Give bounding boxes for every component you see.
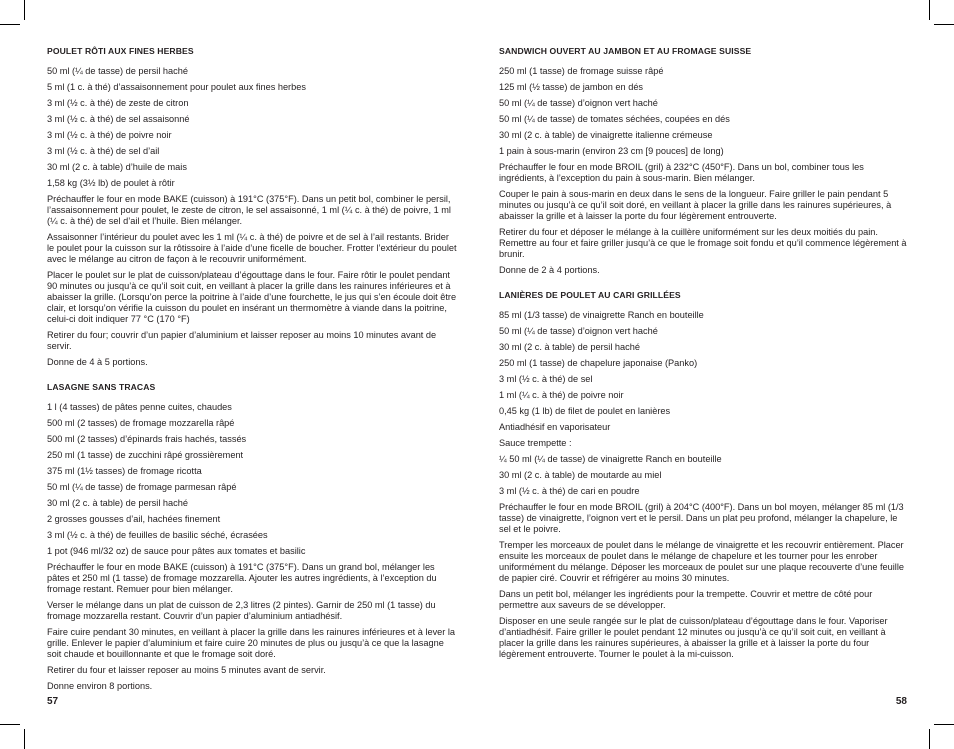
right-page xyxy=(477,0,954,749)
recipe-instruction: Préchauffer le four en mode BROIL (gril) à 204°C (400°F). Dans un bol moyen, mélanger 85 ml (1/3 tasse) de vinaigrette, l’oignon vert et le persil. Dans un plat peu profond, mélanger la chapelure, le sel et le poivre. xyxy=(499,502,904,534)
recipe-instruction: Retirer du four et déposer le mélange à la cuillère uniformément sur les deux moitiés du pain. Remettre au four et faire griller jusqu’à ce que le fromage soit fondu et qu’il commence légèrement à brunir. xyxy=(499,227,907,259)
recipe-line: 1 ml (¼ c. à thé) de poivre noir xyxy=(499,390,624,400)
recipe-instruction: Verser le mélange dans un plat de cuisson de 2,3 litres (2 pintes). Garnir de 250 ml (1 tasse) du fromage mozzarella restant. Couvrir d’un papier d’aluminium antiadhésif. xyxy=(47,600,436,621)
recipe-line: 3 ml (½ c. à thé) de cari en poudre xyxy=(499,486,640,496)
recipe-line: 3 ml (½ c. à thé) de sel assaisonné xyxy=(47,114,190,124)
recipe-line: 5 ml (1 c. à thé) d’assaisonnement pour poulet aux fines herbes xyxy=(47,82,306,92)
page-number: 58 xyxy=(895,696,907,707)
recipe-line: 3 ml (½ c. à thé) de sel xyxy=(499,374,593,384)
recipe-instruction: Disposer en une seule rangée sur le plat de cuisson/plateau d’égouttage dans le four. Vaporiser d’antiadhésif. Faire griller le poulet pendant 12 minutes ou jusqu’à ce qu’il soit cuit, en veillant à placer la grille dans les rainures supérieures, à abaisser la grille et à laisser la porte du four légèrement entrouverte. Tourner le poulet à la mi-cuisson. xyxy=(499,616,888,659)
recipe-instruction: Placer le poulet sur le plat de cuisson/plateau d’égouttage dans le four. Faire rôtir le poulet pendant 90 minutes ou jusqu’à ce qu’il soit cuit, en veillant à placer la grille dans les rainures inférieures et à abaisser la grille. (Lorsqu’on perce la poitrine à l’aide d’une fourchette, le jus qui s’en écoule doit être clair, et lorsqu’on vérifie la cuisson du poulet en insérant un thermomètre à viande dans la poitrine, celui-ci doit indiquer 77 °C (170 °F) xyxy=(47,270,457,324)
recipe-line: Sauce trempette : xyxy=(499,438,572,448)
recipe-line: 85 ml (1/3 tasse) de vinaigrette Ranch en bouteille xyxy=(499,310,704,320)
recipe-line: 50 ml (¼ de tasse) de fromage parmesan râpé xyxy=(47,482,237,492)
recipe-instruction: Assaisonner l’intérieur du poulet avec les 1 ml (¼ c. à thé) de poivre et de sel à l’ail restants. Brider le poulet pour la cuisson sur la rôtissoire à l’aide d’une ficelle de boucher. Frotter l’extérieur du poulet avec le mélange au citron de façon à le recouvrir uniformément. xyxy=(47,232,457,264)
recipe-line: 1 pot (946 ml/32 oz) de sauce pour pâtes aux tomates et basilic xyxy=(47,546,306,556)
recipe-line: 30 ml (2 c. à table) de persil haché xyxy=(499,342,640,352)
recipe-line: 30 ml (2 c. à table) de vinaigrette italienne crémeuse xyxy=(499,130,713,140)
recipe-line: 3 ml (½ c. à thé) de zeste de citron xyxy=(47,98,189,108)
recipe-line: 30 ml (2 c. à table) de persil haché xyxy=(47,498,188,508)
recipe-line: 50 ml (¼ de tasse) d’oignon vert haché xyxy=(499,98,658,108)
recipe-line: 500 ml (2 tasses) d’épinards frais hachés, tassés xyxy=(47,434,247,444)
recipe-line: 30 ml (2 c. à table) de moutarde au miel xyxy=(499,470,662,480)
recipe-line: 3 ml (½ c. à thé) de poivre noir xyxy=(47,130,172,140)
recipe-line: Antiadhésif en vaporisateur xyxy=(499,422,611,432)
recipe-line: 125 ml (½ tasse) de jambon en dés xyxy=(499,82,644,92)
recipe-instruction: Préchauffer le four en mode BROIL (gril) à 232°C (450°F). Dans un bol, combiner tous les ingrédients, à l’exception du pain à sous-marin. Bien mélanger. xyxy=(499,162,864,183)
recipe-instruction: Retirer du four; couvrir d’un papier d’aluminium et laisser reposer au moins 10 minutes avant de servir. xyxy=(47,330,437,351)
recipe-instruction: Faire cuire pendant 30 minutes, en veillant à placer la grille dans les rainures inférieures et à lever la grille. Enlever le papier d’aluminium et faire cuire 20 minutes de plus ou jusqu’à ce que la lasagne soit chaude et bouillonnante et que le fromage soit doré. xyxy=(47,627,456,659)
recipe-instruction: Préchauffer le four en mode BAKE (cuisson) à 191°C (375°F). Dans un petit bol, combiner le persil, l’assaisonnement pour poulet, le zeste de citron, le sel assaisonné, 1 ml (¼ c. à thé) de poivre, 1 ml (¼ c. à thé) de sel d’ail et l’huile. Bien mélanger. xyxy=(47,194,451,226)
right-column xyxy=(499,46,909,665)
recipe-line: 250 ml (1 tasse) de chapelure japonaise (Panko) xyxy=(499,358,698,368)
recipe-yield: Donne environ 8 portions. xyxy=(47,681,153,691)
recipe-line: 0,45 kg (1 lb) de filet de poulet en lanières xyxy=(499,406,671,416)
recipe-line: 50 ml (¼ de tasse) d’oignon vert haché xyxy=(499,326,658,336)
recipe-line: 500 ml (2 tasses) de fromage mozzarella râpé xyxy=(47,418,235,428)
recipe-yield: Donne de 2 à 4 portions. xyxy=(499,265,600,275)
recipe-yield: Donne de 4 à 5 portions. xyxy=(47,357,148,367)
recipe-instruction: Tremper les morceaux de poulet dans le mélange de vinaigrette et les recouvrir entièrement. Placer ensuite les morceaux de poulet dans le mélange de chapelure et les tourner pour les enrober uniformément du mélange. Déposer les morceaux de poulet sur une plaque recouverte d’une feuille de papier ciré. Couvrir et réfrigérer au moins 30 minutes. xyxy=(499,540,905,583)
recipe-line: 2 grosses gousses d’ail, hachées finement xyxy=(47,514,221,524)
recipe-line: 1 l (4 tasses) de pâtes penne cuites, chaudes xyxy=(47,402,232,412)
recipe-line: 375 ml (1½ tasses) de fromage ricotta xyxy=(47,466,202,476)
recipe-title: LASAGNE SANS TRACAS xyxy=(47,382,156,392)
recipe-instruction: Dans un petit bol, mélanger les ingrédients pour la trempette. Couvrir et mettre de côté pour permettre aux saveurs de se développer. xyxy=(499,589,873,610)
recipe-instruction: Couper le pain à sous-marin en deux dans le sens de la longueur. Faire griller le pain pendant 5 minutes ou jusqu’à ce qu’il soit doré, en veillant à placer la grille dans les rainures supérieures, à abaisser la grille et à laisser la porte du four légèrement entrouverte. xyxy=(499,189,892,221)
recipe-line: 3 ml (½ c. à thé) de feuilles de basilic séché, écrasées xyxy=(47,530,268,540)
recipe-title: SANDWICH OUVERT AU JAMBON ET AU FROMAGE SUISSE xyxy=(499,46,752,56)
recipe-line: 1 pain à sous-marin (environ 23 cm [9 pouces] de long) xyxy=(499,146,724,156)
recipe-line: 250 ml (1 tasse) de fromage suisse râpé xyxy=(499,66,664,76)
recipe-instruction: Préchauffer le four en mode BAKE (cuisson) à 191°C (375°F). Dans un grand bol, mélanger les pâtes et 250 ml (1 tasse) de fromage mozzarella. Ajouter les autres ingrédients, à l’exception du fromage restant. Remuer pour bien mélanger. xyxy=(47,562,437,594)
recipe-line: 3 ml (½ c. à thé) de sel d’ail xyxy=(47,146,160,156)
recipe-line: 30 ml (2 c. à table) d’huile de mais xyxy=(47,162,187,172)
recipe-line: 50 ml (¼ de tasse) de persil haché xyxy=(47,66,188,76)
page-number: 57 xyxy=(47,696,59,707)
recipe-line: ¼ 50 ml (¼ de tasse) de vinaigrette Ranch en bouteille xyxy=(499,454,722,464)
recipe-title: POULET RÔTI AUX FINES HERBES xyxy=(47,46,194,56)
recipe-line: 250 ml (1 tasse) de zucchini râpé grossièrement xyxy=(47,450,244,460)
left-column xyxy=(47,46,457,697)
recipe-line: 1,58 kg (3½ lb) de poulet à rôtir xyxy=(47,178,175,188)
recipe-instruction: Retirer du four et laisser reposer au moins 5 minutes avant de servir. xyxy=(47,665,326,675)
recipe-line: 50 ml (¼ de tasse) de tomates séchées, coupées en dés xyxy=(499,114,730,124)
recipe-title: LANIÈRES DE POULET AU CARI GRILLÉES xyxy=(499,290,681,300)
